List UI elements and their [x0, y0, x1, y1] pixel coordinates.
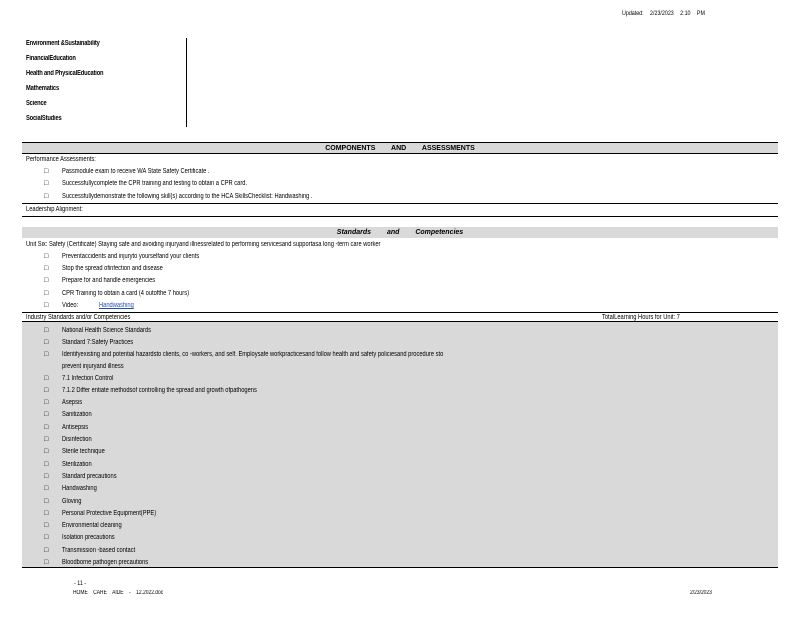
bullet-icon: □: [44, 534, 49, 541]
bullet-icon: □: [44, 547, 49, 554]
leadership-alignment-label: Leadership Alignment:: [26, 206, 83, 213]
updated-timestamp: Updated: 2/23/2023 2:10 PM: [622, 10, 705, 17]
bullet-icon: □: [44, 168, 49, 175]
bullet-icon: □: [44, 339, 49, 346]
footer-date: 2/23/2023: [690, 590, 712, 596]
bullet-icon: □: [44, 522, 49, 529]
bullet-icon: □: [44, 387, 49, 394]
page-number: - 11 -: [74, 580, 87, 587]
bullet-icon: □: [44, 375, 49, 382]
industry-standard-item: Gloving: [62, 498, 82, 505]
performance-assessments-label: Performance Assessments:: [26, 156, 96, 163]
competency-item: Preventaccidents and injuryto yourselfand your clients: [62, 253, 200, 260]
industry-standard-item-continued: prevent injuryand illness: [62, 363, 124, 370]
bullet-icon: □: [44, 290, 49, 297]
industry-standard-item: Asepsis: [62, 399, 83, 406]
bullet-icon: □: [44, 473, 49, 480]
section-rule: [22, 153, 778, 154]
bullet-icon: □: [44, 424, 49, 431]
competency-item: CPR Training to obtain a card (4 outofthe 7 hours): [62, 290, 189, 297]
subject-divider: [186, 38, 187, 127]
bullet-icon: □: [44, 180, 49, 187]
industry-standard-item: Handwashing: [62, 485, 97, 492]
bullet-icon: □: [44, 559, 49, 566]
components-header-bar: [22, 143, 778, 153]
subject-science: Science: [26, 100, 47, 107]
industry-standard-item: National Health Science Standards: [62, 327, 152, 334]
assessment-item: Successfullycomplete the CPR training and testing to obtain a CPR card.: [62, 180, 248, 187]
bullet-icon: □: [44, 265, 49, 272]
unit-description: Unit Six: Safety (Certificate) Staying safe and avoiding injuryand illnessrelated to performing servicesand supportasa long -term care worker: [26, 241, 381, 248]
industry-standard-item: Isolation precautions: [62, 534, 115, 541]
competency-item: Stop the spread ofinfection and disease: [62, 265, 163, 272]
industry-standard-item: Environmental cleaning: [62, 522, 122, 529]
bullet-icon: □: [44, 253, 49, 260]
subject-health-pe: Health and PhysicalEducation: [26, 70, 104, 77]
industry-standard-item: Bloodborne pathogen precautions: [62, 559, 149, 566]
standards-title: Standards and Competencies: [336, 229, 464, 236]
bullet-icon: □: [44, 498, 49, 505]
bullet-icon: □: [44, 193, 49, 200]
industry-standard-item: 7.1.2 Differ entiate methodsof controlling the spread and growth ofpathogens: [62, 387, 257, 394]
industry-standard-item: Transmission -based contact: [62, 547, 136, 554]
industry-standard-item: Standard 7:Safety Practices: [62, 339, 134, 346]
assessment-item: Successfullydemonstrate the following skill(s) according to the HCA SkillsChecklist: Handwashing .: [62, 193, 313, 200]
bullet-icon: □: [44, 277, 49, 284]
industry-standard-item: Disinfection: [62, 436, 92, 443]
bullet-icon: □: [44, 351, 49, 358]
bullet-icon: □: [44, 327, 49, 334]
industry-standard-item: Sanitization: [62, 411, 92, 418]
bullet-icon: □: [44, 411, 49, 418]
bullet-icon: □: [44, 448, 49, 455]
industry-standards-label: Industry Standards and/or Competencies: [26, 314, 131, 321]
industry-standard-item: Antisepsis: [62, 424, 89, 431]
subject-list: [26, 40, 120, 130]
industry-standard-item: Sterile technique: [62, 448, 105, 455]
bullet-icon: □: [44, 461, 49, 468]
assessment-item: Passmodule exam to receive WA State Safety Certificate .: [62, 168, 210, 175]
bullet-icon: □: [44, 510, 49, 517]
section-rule: [22, 216, 778, 217]
subject-mathematics: Mathematics: [26, 85, 59, 92]
bullet-icon: □: [44, 436, 49, 443]
video-label: Video:: [62, 302, 79, 309]
handwashing-video-link[interactable]: Handwashing: [99, 302, 134, 309]
industry-standard-item: Identifyexisting and potential hazardsto clients, co -workers, and self. Employsafe workpracticesand follow health and safety policiesand procedure sto: [62, 351, 444, 358]
bullet-icon: □: [44, 302, 49, 309]
subject-financial-education: FinancialEducation: [26, 55, 76, 62]
competency-item: Prepare for and handle emergencies: [62, 277, 156, 284]
document-filename: HOME CARE AIDE - 12.2022.doc: [73, 590, 164, 596]
industry-standard-item: Personal Protective Equipment(PPE): [62, 510, 157, 517]
total-learning-hours: TotalLearning Hours for Unit: 7: [602, 314, 680, 321]
section-rule: [22, 203, 778, 204]
bullet-icon: □: [44, 485, 49, 492]
subject-environment: Environment &Sustainability: [26, 40, 100, 47]
industry-standards-block: [22, 322, 778, 568]
industry-standard-item: Standard precautions: [62, 473, 117, 480]
industry-standard-item: Sterilization: [62, 461, 92, 468]
subject-social-studies: SocialStudies: [26, 115, 62, 122]
bullet-icon: □: [44, 399, 49, 406]
components-title: COMPONENTS AND ASSESSMENTS: [325, 145, 475, 152]
industry-standard-item: 7.1 Infection Control: [62, 375, 114, 382]
standards-header-bar: [22, 227, 778, 238]
section-rule: [22, 312, 778, 313]
